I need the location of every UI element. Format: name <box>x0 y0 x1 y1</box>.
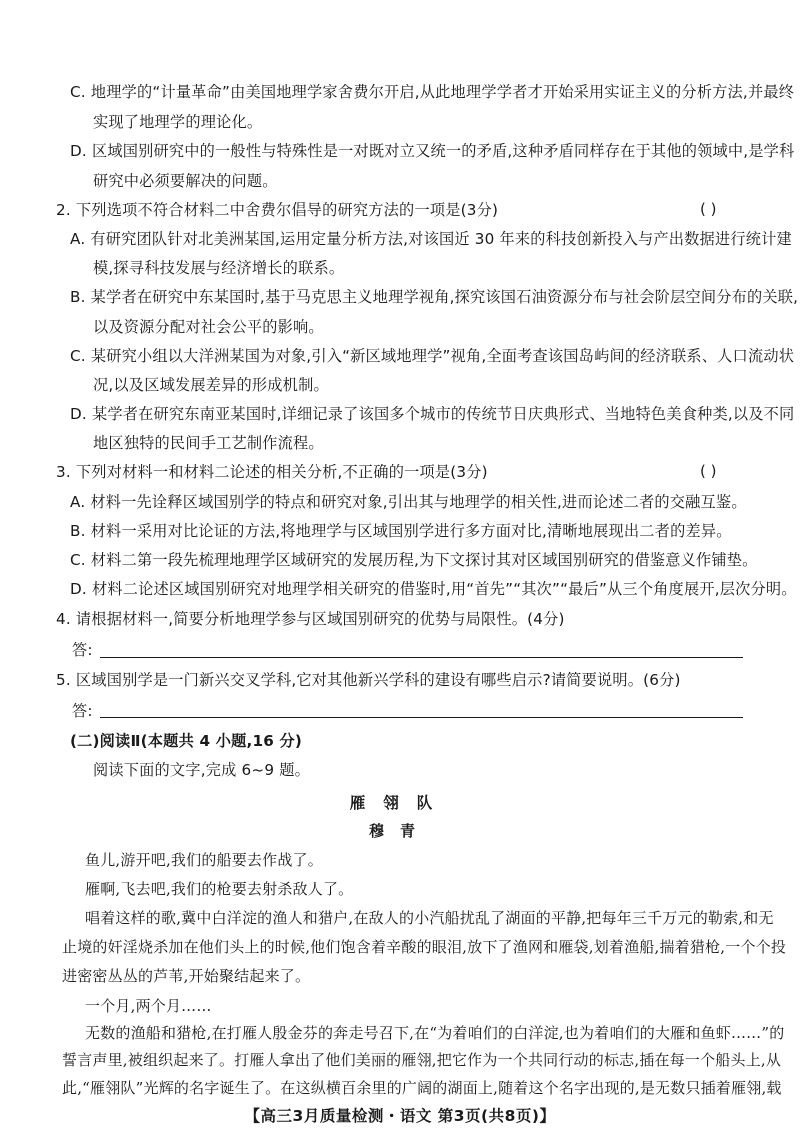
passage-paragraph-5-line1: 无数的渔船和猎枪,在打雁人殷金芬的奔走号召下,在“为着咱们的白洋淀,也为着咱们的大雁和鱼虾……”的 <box>85 1023 785 1042</box>
q2-answer-paren[interactable]: ( ) <box>700 199 717 218</box>
q2-stem: 2. 下列选项不符合材料二中舍费尔倡导的研究方法的一项是(3分) <box>56 200 499 219</box>
q3-option-c: C. 材料二第一段先梳理地理学区域研究的发展历程,为下文探讨其对区域国别研究的借鉴意义作铺垫。 <box>70 550 758 569</box>
q1-option-c-line1: C. 地理学的“计量革命”由美国地理学家舍费尔开启,从此地理学学者才开始采用实证主义的分析方法,并最终 <box>70 83 795 101</box>
passage-paragraph-4: 一个月,两个月…… <box>85 996 212 1015</box>
passage-title: 雁翎队 <box>349 794 451 813</box>
q2-option-a-line1: A. 有研究团队针对北美洲某国,运用定量分析方法,对该国近 30 年来的科技创新投入与产出数据进行统计建 <box>70 229 792 248</box>
q5-answer-label: 答: <box>72 701 93 720</box>
passage-paragraph-5-line3: 此,“雁翎队”光辉的名字诞生了。在这纵横百余里的广阔的湖面上,随着这个名字出现的,是无数只插着雁翎,载 <box>62 1079 782 1097</box>
q2-option-c-line1: C. 某研究小组以大洋洲某国为对象,引入“新区域地理学”视角,全面考查该国岛屿间的经济联系、人口流动状 <box>70 346 795 365</box>
q1-option-c-line2: 实现了地理学的理论化。 <box>93 113 263 132</box>
passage-paragraph-1: 鱼儿,游开吧,我们的船要去作战了。 <box>85 850 323 869</box>
passage-paragraph-2: 雁啊,飞去吧,我们的枪要去射杀敌人了。 <box>85 879 354 898</box>
q3-stem: 3. 下列对材料一和材料二论述的相关分析,不正确的一项是(3分) <box>56 463 488 482</box>
q2-option-b-line2: 以及资源分配对社会公平的影响。 <box>93 317 324 336</box>
q4-answer-label: 答: <box>72 641 93 660</box>
q2-option-d-line2: 地区独特的民间手工艺制作流程。 <box>93 434 324 453</box>
passage-paragraph-3-line1: 唱着这样的歌,冀中白洋淀的渔人和猎户,在敌人的小汽船扰乱了湖面的平静,把每年三千万元的勒索,和无 <box>85 909 774 927</box>
reading2-heading: (二)阅读Ⅱ(本题共 4 小题,16 分) <box>70 731 302 750</box>
passage-paragraph-5-line2: 誓言声里,被组织起来了。打雁人拿出了他们美丽的雁翎,把它作为一个共同行动的标志,插在每一个船头上,从 <box>62 1051 782 1069</box>
q2-option-c-line2: 况,以及区域发展差异的形成机制。 <box>93 375 329 394</box>
q3-answer-paren[interactable]: ( ) <box>700 462 717 481</box>
q3-option-b: B. 材料一采用对比论证的方法,将地理学与区域国别学进行多方面对比,清晰地展现出二者的差异。 <box>70 521 732 540</box>
q5-stem: 5. 区域国别学是一门新兴交叉学科,它对其他新兴学科的建设有哪些启示?请简要说明。(6分) <box>56 670 681 689</box>
q5-answer-line[interactable] <box>100 717 743 718</box>
q4-stem: 4. 请根据材料一,简要分析地理学参与区域国别研究的优势与局限性。(4分) <box>56 610 565 629</box>
q1-option-d-line1: D. 区域国别研究中的一般性与特殊性是一对既对立又统一的矛盾,这种矛盾同样存在于其他的领域中,是学科 <box>70 142 795 161</box>
passage-paragraph-3-line2: 止境的奸淫烧杀加在他们头上的时候,他们饱含着辛酸的眼泪,放下了渔网和雁袋,划着渔船,揣着猎枪,一个个投 <box>62 938 787 957</box>
passage-paragraph-3-line3: 进密密丛丛的芦苇,开始聚结起来了。 <box>62 967 311 986</box>
q3-option-d: D. 材料二论述区域国别研究对地理学相关研究的借鉴时,用“首先”“其次”“最后”从三个角度展开,层次分明。 <box>70 580 797 599</box>
page-footer: 【高三3月质量检测・语文 第3页(共8页)】 <box>244 1107 556 1125</box>
q4-answer-line[interactable] <box>100 657 743 658</box>
passage-author: 穆青 <box>368 822 431 841</box>
q2-option-d-line1: D. 某学者在研究东南亚某国时,详细记录了该国多个城市的传统节日庆典形式、当地特色美食种类,以及不同 <box>70 405 795 423</box>
reading2-instruction: 阅读下面的文字,完成 6~9 题。 <box>93 761 310 780</box>
q2-option-b-line1: B. 某学者在研究中东某国时,基于马克思主义地理学视角,探究该国石油资源分布与社会阶层空间分布的关联, <box>70 288 799 307</box>
q1-option-d-line2: 研究中必须要解决的问题。 <box>93 171 278 190</box>
q3-option-a: A. 材料一先诠释区域国别学的特点和研究对象,引出其与地理学的相关性,进而论述二者的交融互鉴。 <box>70 492 747 511</box>
q2-option-a-line2: 模,探寻科技发展与经济增长的联系。 <box>93 259 345 278</box>
